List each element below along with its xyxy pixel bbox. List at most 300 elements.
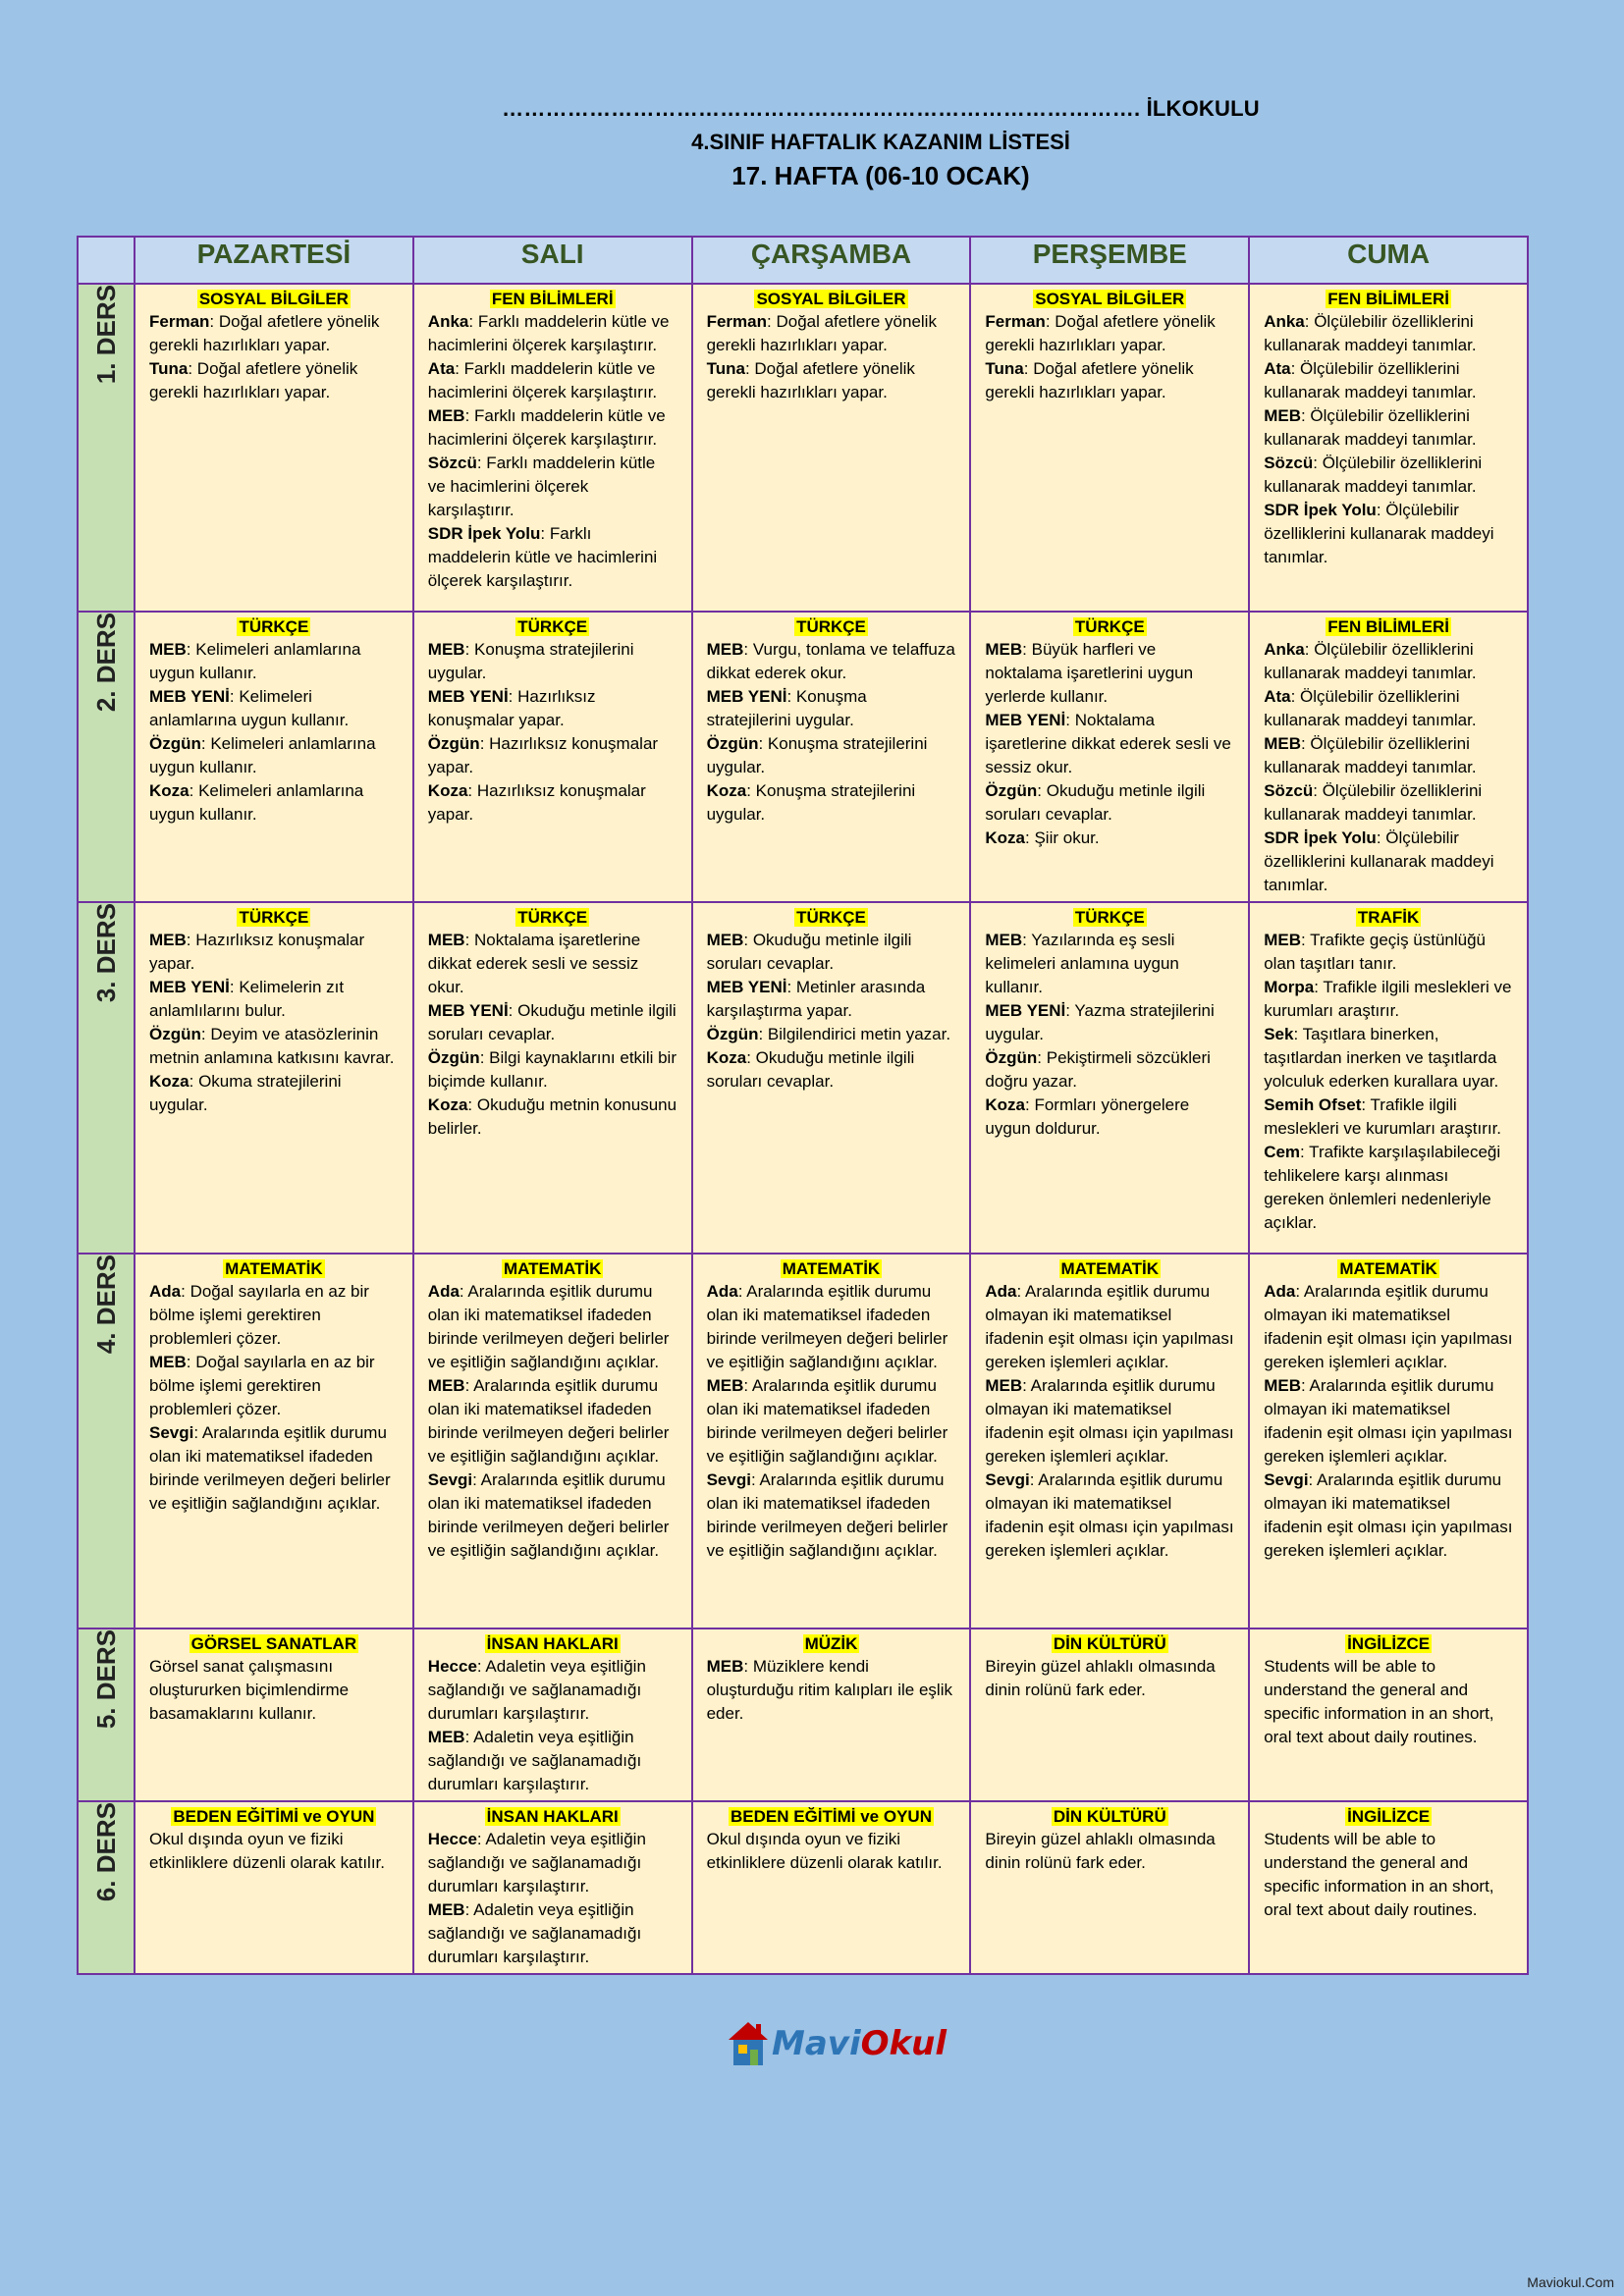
subject-highlight: MATEMATİK [1339, 1259, 1437, 1278]
publisher-name: Sevgi [1264, 1470, 1309, 1489]
outcome-entry [985, 1828, 1234, 1875]
subject-title [1264, 1258, 1513, 1280]
day-header: PAZARTESİ [135, 237, 413, 284]
outcome-text: : Yazılarında eş sesli kelimeleri anlamına uygun kullanır. [985, 931, 1179, 996]
outcome-text: : Taşıtlara binerken, taşıtlardan inerken ve taşıtlarda yolculuk ederken kurallara uyar. [1264, 1025, 1499, 1091]
publisher-name: MEB [427, 406, 465, 425]
lesson-cell [135, 1801, 413, 1974]
outcome-entry [985, 779, 1234, 827]
publisher-name: Hecce [427, 1830, 477, 1848]
publisher-name: MEB [1264, 734, 1301, 753]
publisher-name: Tuna [985, 359, 1024, 378]
lesson-cell [1249, 902, 1528, 1254]
outcome-entry [985, 1046, 1234, 1094]
subject-title [428, 1806, 677, 1828]
subject-highlight: FEN BİLİMLERİ [1327, 290, 1449, 308]
outcome-text: Bireyin güzel ahlaklı olmasında dinin rolünü fark eder. [985, 1830, 1216, 1872]
outcome-text: : Aralarında eşitlik durumu olan iki matematiksel ifadeden birinde verilmeyen değeri belirler ve eşitliğin sağlandığını açıklar. [706, 1470, 948, 1560]
publisher-name: MEB [985, 931, 1023, 949]
subject-title [707, 616, 956, 638]
outcome-entry [428, 1374, 677, 1468]
outcome-text: : Doğal sayılarla en az bir bölme işlemi gerektiren problemleri çözer. [149, 1282, 369, 1348]
outcome-entry [149, 929, 399, 976]
outcome-entry [707, 732, 956, 779]
lesson-cell [970, 902, 1249, 1254]
outcome-entry [428, 732, 677, 779]
subject-highlight: MATEMATİK [1060, 1259, 1160, 1278]
outcome-text: : Deyim ve atasözlerinin metnin anlamına katkısını kavrar. [149, 1025, 395, 1067]
subject-title [985, 289, 1234, 310]
publisher-name: MEB [985, 1376, 1023, 1395]
outcome-entry [985, 1655, 1234, 1702]
publisher-name: Anka [427, 312, 469, 331]
publisher-name: Ata [427, 359, 456, 378]
lesson-cell [413, 1254, 692, 1629]
publisher-name: MEB [427, 931, 465, 949]
publisher-name: Koza [985, 828, 1026, 847]
publisher-name: Semih Ofset [1264, 1095, 1362, 1114]
outcome-entry [1264, 1094, 1513, 1141]
outcome-entry [707, 357, 956, 404]
outcome-text: : Yazma stratejilerini uygular. [985, 1001, 1215, 1043]
outcome-text: : Adaletin veya eşitliğin sağlandığı ve sağlanamadığı durumları karşılaştırır. [427, 1728, 642, 1793]
outcome-entry [707, 1828, 956, 1875]
outcome-text: : Hazırlıksız konuşmalar yapar. [427, 734, 659, 776]
outcome-text: : Ölçülebilir özelliklerini kullanarak maddeyi tanımlar. [1264, 781, 1483, 824]
outcome-entry [149, 779, 399, 827]
outcome-entry [1264, 1374, 1513, 1468]
outcome-entry [1264, 357, 1513, 404]
publisher-name: Sevgi [985, 1470, 1030, 1489]
subject-title [707, 1633, 956, 1655]
publisher-name: Özgün [706, 734, 759, 753]
outcome-text: : Formları yönergelere uygun doldurur. [985, 1095, 1190, 1138]
lesson-cell [135, 1254, 413, 1629]
publisher-name: MEB [1264, 406, 1301, 425]
outcome-entry [428, 1280, 677, 1374]
lesson-cell [413, 284, 692, 612]
outcome-text: : Farklı maddelerin kütle ve hacimlerini ölçerek karşılaştırır. [427, 359, 658, 401]
outcome-entry [1264, 638, 1513, 685]
outcome-entry [149, 357, 399, 404]
lesson-label-cell [78, 1629, 135, 1801]
subject-title [149, 1258, 399, 1280]
outcome-entry [428, 929, 677, 999]
house-icon [725, 2014, 772, 2073]
publisher-name: MEB YENİ [706, 978, 787, 996]
publisher-name: Ferman [985, 312, 1046, 331]
lesson-cell [1249, 1801, 1528, 1974]
outcome-text: : Ölçülebilir özelliklerini kullanarak maddeyi tanımlar. [1264, 406, 1477, 449]
lesson-cell [413, 612, 692, 902]
publisher-name: Anka [1264, 640, 1305, 659]
publisher-name: MEB [706, 931, 744, 949]
subject-highlight: TÜRKÇE [1074, 617, 1145, 636]
outcome-entry [707, 1374, 956, 1468]
lesson-label-cell [78, 612, 135, 902]
outcome-text: : Doğal sayılarla en az bir bölme işlemi gerektiren problemleri çözer. [149, 1353, 375, 1418]
publisher-name: Ada [706, 1282, 738, 1301]
subject-title [149, 616, 399, 638]
subject-title [707, 1258, 956, 1280]
publisher-name: Özgün [706, 1025, 759, 1043]
outcome-entry [1264, 452, 1513, 499]
outcome-entry [149, 1421, 399, 1516]
lesson-cell [970, 284, 1249, 612]
publisher-name: Sek [1264, 1025, 1294, 1043]
lesson-cell [692, 1254, 971, 1629]
outcome-entry [1264, 732, 1513, 779]
outcome-text: : Aralarında eşitlik durumu olmayan iki matematiksel ifadenin eşit olması için yapılması gereken işlemleri açıklar. [1264, 1470, 1513, 1560]
outcome-text: Students will be able to understand the general and specific information in an short, oral text about daily routines. [1264, 1657, 1494, 1746]
lesson-cell [1249, 1629, 1528, 1801]
publisher-name: MEB [1264, 931, 1301, 949]
outcome-entry [428, 999, 677, 1046]
subject-title [985, 1806, 1234, 1828]
outcome-text: Okul dışında oyun ve fiziki etkinliklere düzenli olarak katılır. [706, 1830, 943, 1872]
subject-highlight: İNSAN HAKLARI [486, 1807, 619, 1826]
publisher-name: MEB [427, 1728, 465, 1746]
publisher-name: MEB [706, 1376, 744, 1395]
outcome-text: : Konuşma stratejilerini uygular. [427, 640, 634, 682]
publisher-name: Özgün [149, 1025, 201, 1043]
publisher-name: Tuna [149, 359, 189, 378]
publisher-name: MEB YENİ [427, 1001, 509, 1020]
publisher-name: MEB YENİ [985, 711, 1066, 729]
outcome-text: : Bilgilendirici metin yazar. [758, 1025, 951, 1043]
lesson-row [78, 284, 1528, 612]
subject-highlight: TRAFİK [1357, 908, 1420, 927]
publisher-name: Ada [985, 1282, 1017, 1301]
outcome-entry [707, 638, 956, 685]
publisher-name: MEB [427, 640, 465, 659]
subject-title [428, 907, 677, 929]
outcome-entry [1264, 976, 1513, 1023]
lesson-cell [970, 612, 1249, 902]
lesson-cell [413, 1801, 692, 1974]
outcome-text: : Okuduğu metinle ilgili soruları cevaplar. [706, 931, 912, 973]
document-header [0, 96, 1624, 191]
publisher-name: MEB YENİ [149, 978, 230, 996]
day-header-row [78, 237, 1528, 284]
lesson-cell [135, 902, 413, 1254]
day-header: SALI [413, 237, 692, 284]
publisher-name: Tuna [706, 359, 745, 378]
publisher-name: Koza [427, 781, 468, 800]
outcome-entry [149, 732, 399, 779]
outcome-text: : Doğal afetlere yönelik gerekli hazırlıkları yapar. [985, 312, 1216, 354]
publisher-name: Cem [1264, 1143, 1301, 1161]
outcome-entry [149, 1070, 399, 1117]
outcome-entry [707, 779, 956, 827]
outcome-text: : Adaletin veya eşitliğin sağlandığı ve sağlanamadığı durumları karşılaştırır. [427, 1900, 642, 1966]
outcome-text: Students will be able to understand the general and specific information in an short, oral text about daily routines. [1264, 1830, 1494, 1919]
outcome-text: : Kelimeleri anlamlarına uygun kullanır. [149, 734, 376, 776]
subject-highlight: MATEMATİK [782, 1259, 881, 1278]
outcome-text: : Aralarında eşitlik durumu olan iki matematiksel ifadeden birinde verilmeyen değeri belirler ve eşitliğin sağlandığını açıklar. [427, 1470, 670, 1560]
outcome-text: : Aralarında eşitlik durumu olmayan iki matematiksel ifadenin eşit olması için yapılması gereken işlemleri açıklar. [985, 1470, 1234, 1560]
outcome-entry [428, 452, 677, 522]
publisher-name: Özgün [149, 734, 201, 753]
lesson-row [78, 902, 1528, 1254]
subject-title [985, 1258, 1234, 1280]
subject-highlight: İNSAN HAKLARI [486, 1634, 619, 1653]
subject-title [149, 907, 399, 929]
outcome-entry [1264, 1141, 1513, 1235]
outcome-text: : Trafikle ilgili meslekleri ve kurumları araştırır. [1264, 978, 1512, 1020]
outcome-text: : Farklı maddelerin kütle ve hacimlerini ölçerek karşılaştırır. [427, 312, 670, 354]
subject-title [149, 289, 399, 310]
subject-title [428, 616, 677, 638]
publisher-name: Koza [706, 781, 747, 800]
subject-title [149, 1633, 399, 1655]
subject-highlight: TÜRKÇE [1074, 908, 1145, 927]
outcome-text: : Okuduğu metinle ilgili soruları cevaplar. [706, 1048, 915, 1091]
subject-highlight: TÜRKÇE [796, 617, 866, 636]
outcome-entry [428, 1898, 677, 1969]
subject-highlight: SOSYAL BİLGİLER [756, 290, 906, 308]
outcome-text: : Bilgi kaynaklarını etkili bir biçimde kullanır. [427, 1048, 677, 1091]
outcome-entry [1264, 827, 1513, 897]
subject-highlight: SOSYAL BİLGİLER [1035, 290, 1185, 308]
publisher-name: MEB YENİ [427, 687, 509, 706]
lesson-cell [135, 284, 413, 612]
outcome-text: : Okuma stratejilerini uygular. [149, 1072, 342, 1114]
outcome-entry [1264, 779, 1513, 827]
outcome-entry [149, 1351, 399, 1421]
subject-highlight: FEN BİLİMLERİ [1327, 617, 1449, 636]
subject-highlight: DİN KÜLTÜRÜ [1053, 1634, 1166, 1653]
outcome-text: : Ölçülebilir özelliklerini kullanarak maddeyi tanımlar. [1264, 454, 1483, 496]
lesson-label-cell [78, 902, 135, 1254]
subject-title [428, 1258, 677, 1280]
outcome-entry [428, 1726, 677, 1796]
list-title: 4.SINIF HAFTALIK KAZANIM LİSTESİ [691, 130, 1070, 154]
outcome-entry [1264, 1828, 1513, 1922]
publisher-name: Anka [1264, 312, 1305, 331]
day-header: CUMA [1249, 237, 1528, 284]
outcome-entry [428, 357, 677, 404]
outcome-text: : Metinler arasında karşılaştırma yapar. [706, 978, 926, 1020]
outcome-text: : Hazırlıksız konuşmalar yapar. [149, 931, 365, 973]
subject-title [707, 289, 956, 310]
subject-highlight: TÜRKÇE [517, 617, 588, 636]
outcome-text: : Doğal afetlere yönelik gerekli hazırlıkları yapar. [985, 359, 1194, 401]
publisher-name: Özgün [985, 1048, 1038, 1067]
lesson-cell [970, 1629, 1249, 1801]
outcome-text: : Aralarında eşitlik durumu olmayan iki matematiksel ifadenin eşit olması için yapılması gereken işlemleri açıklar. [1264, 1282, 1513, 1371]
outcome-text: : Trafikle ilgili meslekleri ve kurumları araştırır. [1264, 1095, 1502, 1138]
subject-highlight: TÜRKÇE [517, 908, 588, 927]
subject-title [985, 907, 1234, 929]
publisher-name: Özgün [427, 734, 480, 753]
lesson-cell [692, 612, 971, 902]
outcome-entry [1264, 1655, 1513, 1749]
subject-highlight: MATEMATİK [503, 1259, 602, 1278]
outcome-text: : Kelimeleri anlamlarına uygun kullanır. [149, 640, 361, 682]
lesson-label: 6. DERS [90, 1802, 121, 1902]
publisher-name: Hecce [427, 1657, 477, 1676]
outcome-text: : Noktalama işaretlerine dikkat ederek sesli ve sessiz okur. [427, 931, 641, 996]
outcome-entry [985, 999, 1234, 1046]
outcome-entry [707, 310, 956, 357]
outcome-entry [1264, 1468, 1513, 1563]
maviokul-logo [725, 2014, 947, 2073]
subject-highlight: TÜRKÇE [239, 617, 309, 636]
outcome-entry [428, 1828, 677, 1898]
outcome-entry [149, 1280, 399, 1351]
publisher-name: MEB YENİ [985, 1001, 1066, 1020]
subject-title [1264, 907, 1513, 929]
outcome-entry [1264, 310, 1513, 357]
subject-highlight: GÖRSEL SANATLAR [190, 1634, 357, 1653]
outcome-entry [428, 310, 677, 357]
footer-link[interactable]: Maviokul.Com [1527, 2274, 1614, 2290]
outcome-entry [428, 638, 677, 685]
outcome-text: : Konuşma stratejilerini uygular. [706, 734, 928, 776]
subject-title [707, 907, 956, 929]
outcome-entry [149, 1828, 399, 1875]
logo-text [772, 2024, 947, 2063]
lesson-cell [692, 1629, 971, 1801]
outcome-entry [149, 638, 399, 685]
outcome-entry [1264, 404, 1513, 452]
publisher-name: MEB [149, 640, 187, 659]
outcome-text: : Ölçülebilir özelliklerini kullanarak maddeyi tanımlar. [1264, 501, 1494, 566]
subject-highlight: İNGİLİZCE [1347, 1807, 1431, 1826]
lesson-cell [135, 1629, 413, 1801]
lesson-label: 4. DERS [90, 1255, 121, 1355]
lesson-cell [692, 1801, 971, 1974]
subject-highlight: TÜRKÇE [796, 908, 866, 927]
publisher-name: Koza [706, 1048, 747, 1067]
outcome-text: : Ölçülebilir özelliklerini kullanarak maddeyi tanımlar. [1264, 687, 1477, 729]
publisher-name: Ada [427, 1282, 460, 1301]
table-corner [78, 237, 135, 284]
publisher-name: MEB YENİ [149, 687, 230, 706]
subject-title [1264, 616, 1513, 638]
lesson-row [78, 1254, 1528, 1629]
lesson-cell [970, 1801, 1249, 1974]
outcome-text: : Aralarında eşitlik durumu olmayan iki matematiksel ifadenin eşit olması için yapılması gereken işlemleri açıklar. [1264, 1376, 1513, 1466]
outcome-text: : Ölçülebilir özelliklerini kullanarak maddeyi tanımlar. [1264, 312, 1477, 354]
outcome-text: : Müziklere kendi oluşturduğu ritim kalıpları ile eşlik eder. [706, 1657, 952, 1723]
outcome-text: : Ölçülebilir özelliklerini kullanarak maddeyi tanımlar. [1264, 359, 1477, 401]
outcome-text: : Adaletin veya eşitliğin sağlandığı ve sağlanamadığı durumları karşılaştırır. [427, 1657, 646, 1723]
outcome-text: : Hazırlıksız konuşmalar yapar. [427, 687, 596, 729]
lesson-row [78, 1629, 1528, 1801]
outcome-text: : Farklı maddelerin kütle ve hacimlerini ölçerek karşılaştırır. [427, 454, 656, 519]
outcome-entry [428, 779, 677, 827]
outcome-text: Görsel sanat çalışmasını oluştururken biçimlendirme basamaklarını kullanır. [149, 1657, 350, 1723]
publisher-name: SDR İpek Yolu [1264, 501, 1377, 519]
outcome-text: : Aralarında eşitlik durumu olmayan iki matematiksel ifadenin eşit olması için yapılması gereken işlemleri açıklar. [985, 1282, 1234, 1371]
publisher-name: Sözcü [1264, 454, 1314, 472]
outcome-text: : Doğal afetlere yönelik gerekli hazırlıkları yapar. [706, 359, 915, 401]
outcome-entry [985, 310, 1234, 357]
subject-title [149, 1806, 399, 1828]
outcome-entry [1264, 499, 1513, 569]
outcome-entry [428, 1655, 677, 1726]
outcome-entry [149, 1023, 399, 1070]
outcome-text: : Noktalama işaretlerine dikkat ederek sesli ve sessiz okur. [985, 711, 1231, 776]
logo-text-okul: Okul [860, 2024, 947, 2063]
publisher-name: MEB [427, 1900, 465, 1919]
publisher-name: Özgün [427, 1048, 480, 1067]
school-name: ……………………………………………………………………………. İLKOKULU [502, 96, 1260, 121]
outcome-entry [707, 1468, 956, 1563]
outcome-entry [428, 685, 677, 732]
outcome-text: : Şiir okur. [1025, 828, 1100, 847]
publisher-name: SDR İpek Yolu [1264, 828, 1377, 847]
publisher-name: Sevgi [427, 1470, 473, 1489]
outcome-text: : Adaletin veya eşitliğin sağlandığı ve sağlanamadığı durumları karşılaştırır. [427, 1830, 646, 1896]
outcome-text: : Konuşma stratejilerini uygular. [706, 781, 916, 824]
lesson-cell [1249, 284, 1528, 612]
outcome-entry [985, 709, 1234, 779]
subject-highlight: SOSYAL BİLGİLER [198, 290, 349, 308]
outcome-text: : Aralarında eşitlik durumu olmayan iki matematiksel ifadenin eşit olması için yapılması gereken işlemleri açıklar. [985, 1376, 1234, 1466]
outcome-text: : Hazırlıksız konuşmalar yapar. [427, 781, 646, 824]
outcome-entry [428, 1046, 677, 1094]
subject-title [1264, 1806, 1513, 1828]
outcome-text: Okul dışında oyun ve fiziki etkinliklere düzenli olarak katılır. [149, 1830, 386, 1872]
lesson-label-cell [78, 284, 135, 612]
subject-highlight: TÜRKÇE [239, 908, 309, 927]
publisher-name: Sevgi [706, 1470, 751, 1489]
outcome-entry [707, 1023, 956, 1046]
outcome-text: : Okuduğu metinle ilgili soruları cevaplar. [985, 781, 1206, 824]
lesson-row [78, 612, 1528, 902]
outcome-entry [428, 404, 677, 452]
outcome-text: : Aralarında eşitlik durumu olan iki matematiksel ifadeden birinde verilmeyen değeri belirler ve eşitliğin sağlandığını açıklar. [427, 1376, 670, 1466]
outcome-text: : Kelimeleri anlamlarına uygun kullanır. [149, 687, 350, 729]
subject-highlight: BEDEN EĞİTİMİ ve OYUN [731, 1807, 932, 1826]
subject-title [985, 616, 1234, 638]
lesson-cell [413, 1629, 692, 1801]
publisher-name: Ada [1264, 1282, 1296, 1301]
outcome-text: : Ölçülebilir özelliklerini kullanarak maddeyi tanımlar. [1264, 734, 1477, 776]
subject-highlight: BEDEN EĞİTİMİ ve OYUN [173, 1807, 375, 1826]
outcome-entry [985, 827, 1234, 850]
lesson-label: 1. DERS [90, 285, 121, 385]
subject-title [428, 1633, 677, 1655]
publisher-name: MEB [706, 640, 744, 659]
lesson-cell [1249, 1254, 1528, 1629]
outcome-text: : Ölçülebilir özelliklerini kullanarak maddeyi tanımlar. [1264, 828, 1494, 894]
subject-title [1264, 1633, 1513, 1655]
outcome-entry [149, 1655, 399, 1726]
subject-highlight: MATEMATİK [225, 1259, 323, 1278]
publisher-name: MEB [985, 640, 1023, 659]
outcome-text: : Doğal afetlere yönelik gerekli hazırlıkları yapar. [706, 312, 937, 354]
outcome-entry [149, 976, 399, 1023]
outcome-text: Bireyin güzel ahlaklı olmasında dinin rolünü fark eder. [985, 1657, 1216, 1699]
publisher-name: Koza [985, 1095, 1026, 1114]
lesson-label: 2. DERS [90, 613, 121, 713]
publisher-name: MEB [149, 1353, 187, 1371]
outcome-text: : Okuduğu metinle ilgili soruları cevaplar. [427, 1001, 677, 1043]
publisher-name: Ata [1264, 359, 1291, 378]
outcome-entry [985, 1468, 1234, 1563]
publisher-name: MEB [706, 1657, 744, 1676]
outcome-text: : Vurgu, tonlama ve telaffuza dikkat ederek okur. [706, 640, 955, 682]
outcome-entry [985, 1094, 1234, 1141]
outcome-text: : Okuduğu metnin konusunu belirler. [427, 1095, 677, 1138]
publisher-name: MEB [427, 1376, 465, 1395]
lesson-cell [1249, 612, 1528, 902]
publisher-name: Koza [149, 1072, 189, 1091]
